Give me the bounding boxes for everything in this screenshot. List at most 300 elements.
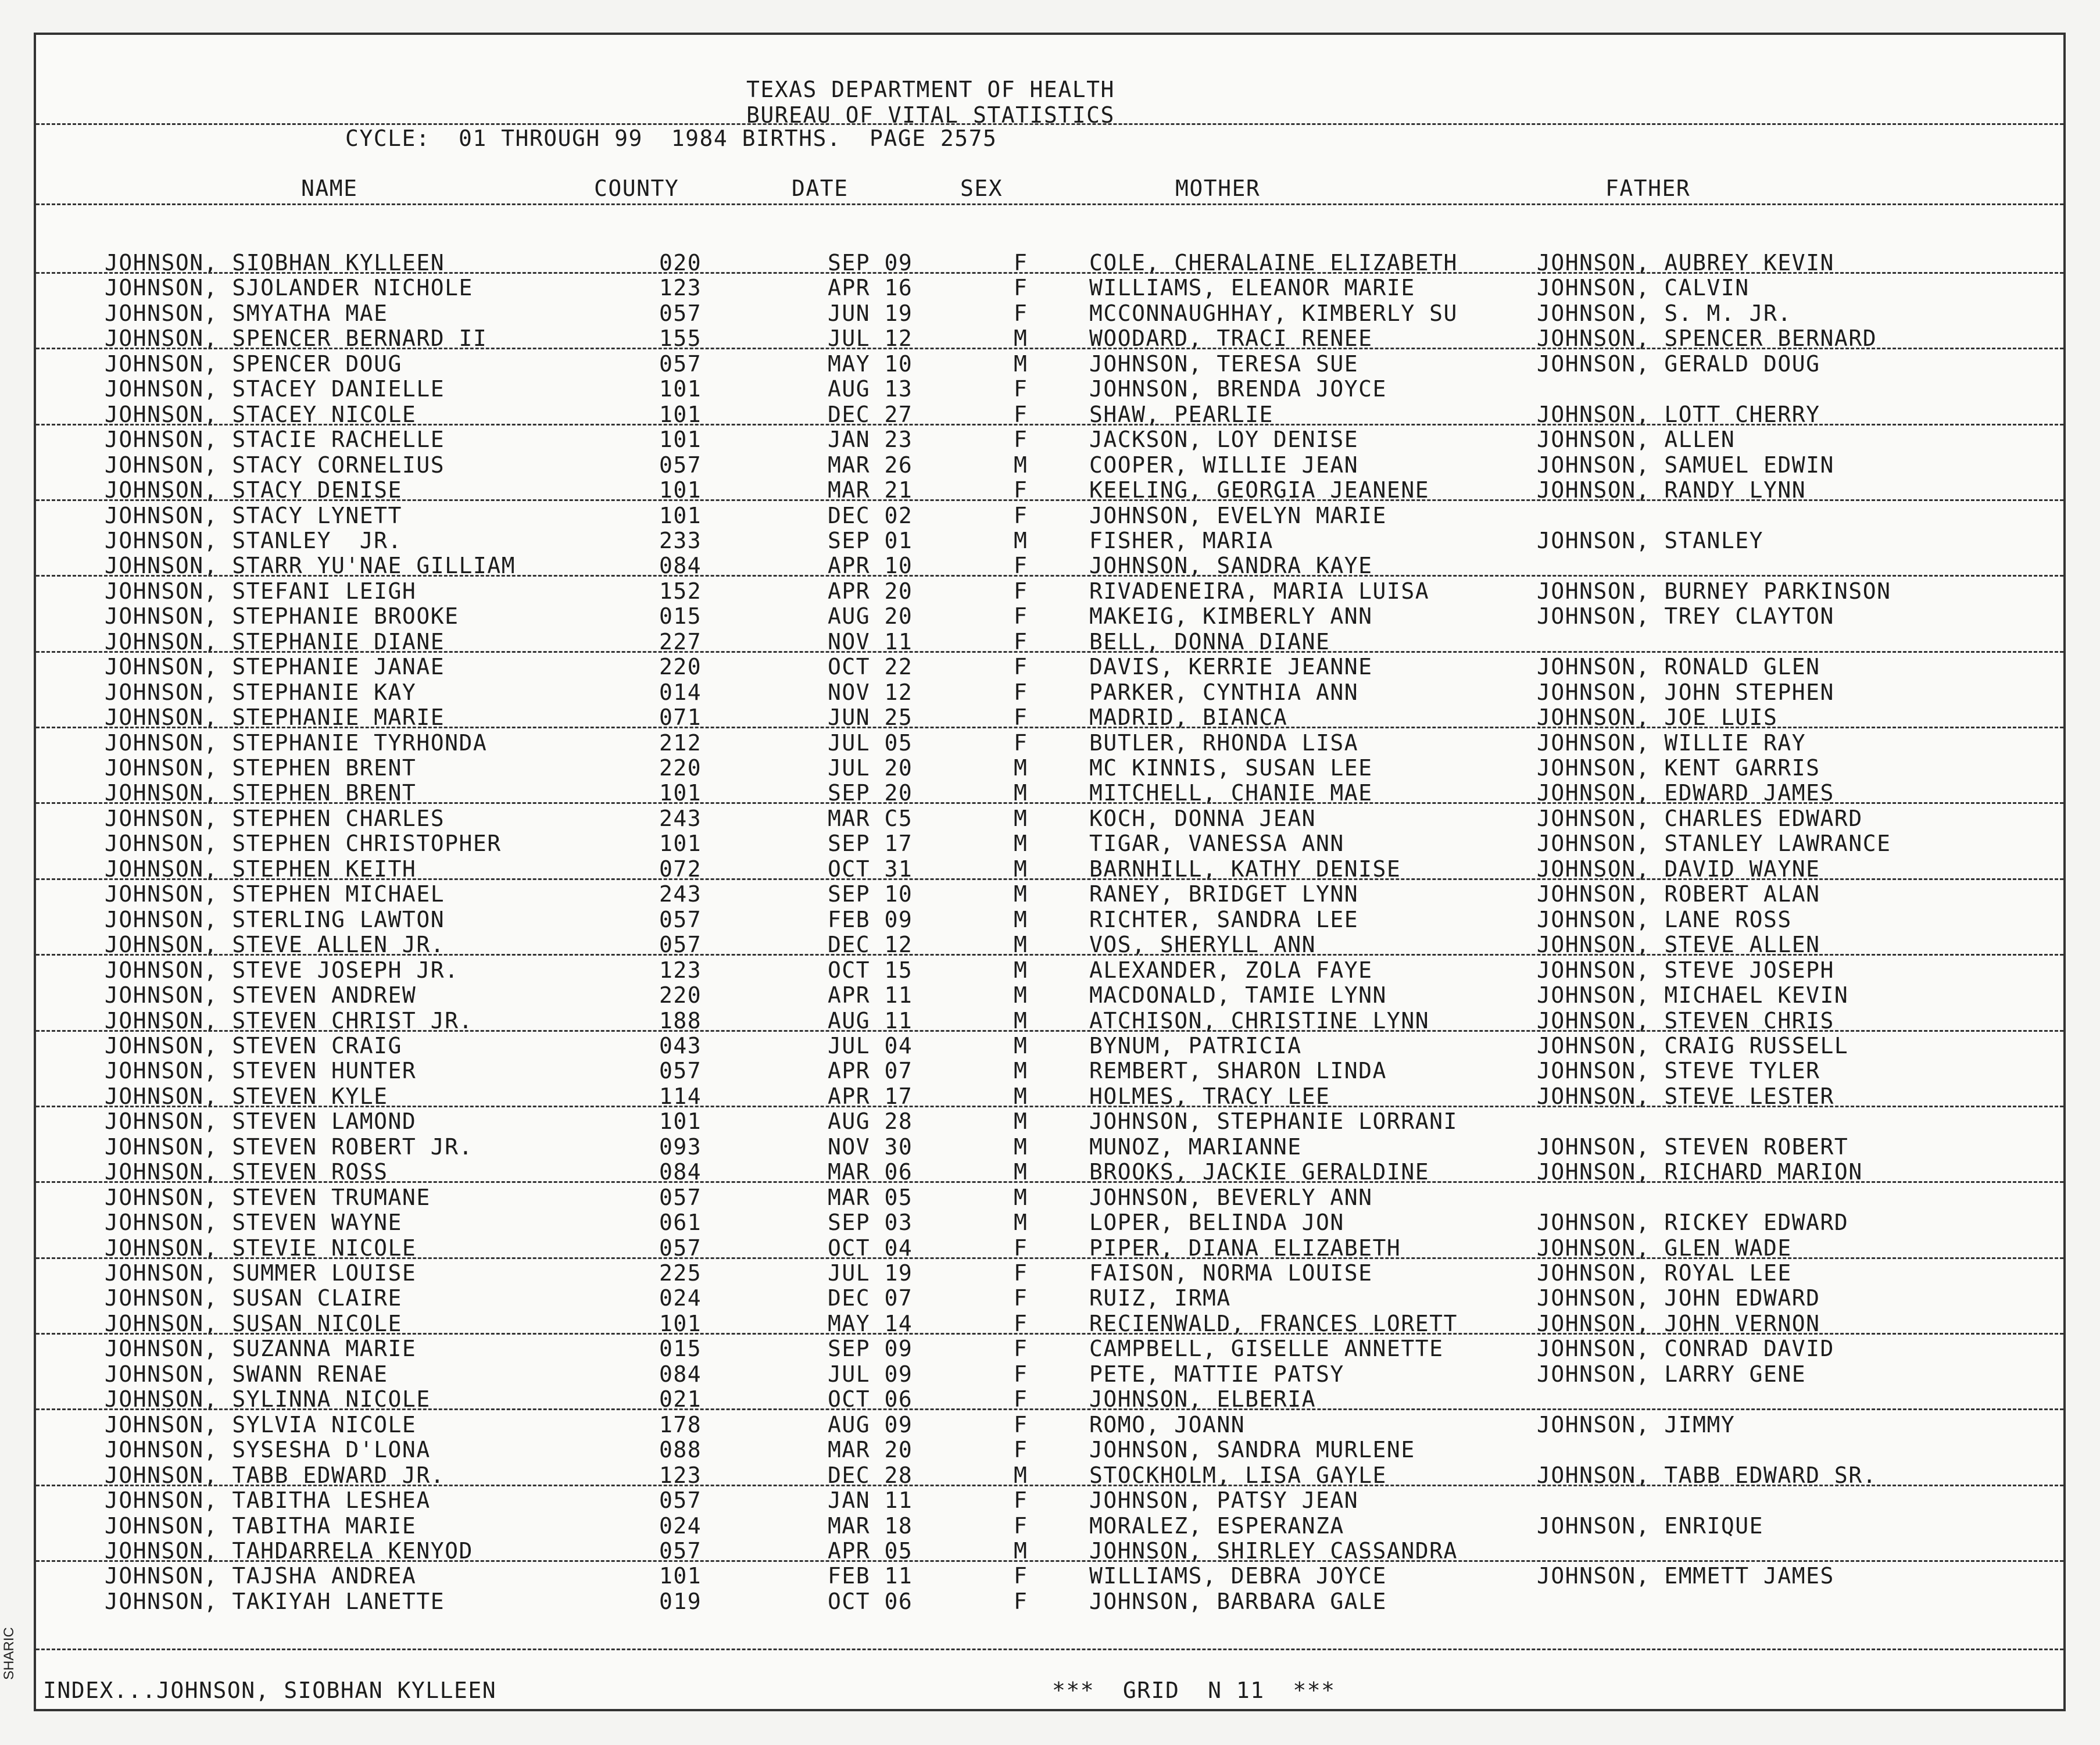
mother-cell: BARNHILL, KATHY DENISE — [1089, 856, 1401, 882]
sex-cell: F — [1014, 578, 1028, 604]
date-cell: MAR 05 — [828, 1185, 913, 1210]
county-cell: 084 — [659, 1361, 702, 1387]
mother-cell: DAVIS, KERRIE JEANNE — [1089, 654, 1373, 680]
name-cell: JOHNSON, STACY DENISE — [105, 477, 402, 503]
mother-cell: JOHNSON, BARBARA GALE — [1089, 1589, 1387, 1614]
county-cell: 057 — [659, 932, 702, 957]
mother-cell: MC KINNIS, SUSAN LEE — [1089, 755, 1373, 781]
row-divider — [36, 1333, 2063, 1335]
name-cell: JOHNSON, SYSESHA D'LONA — [105, 1437, 431, 1462]
county-cell: 114 — [659, 1084, 702, 1109]
father-cell: JOHNSON, RICHARD MARION — [1537, 1159, 1863, 1185]
county-cell: 020 — [659, 250, 702, 276]
father-cell: JOHNSON, JOHN VERNON — [1537, 1311, 1820, 1336]
mother-cell: JOHNSON, BRENDA JOYCE — [1089, 376, 1387, 402]
mother-cell: MACDONALD, TAMIE LYNN — [1089, 982, 1387, 1008]
row-divider — [36, 802, 2063, 804]
mother-cell: MUNOZ, MARIANNE — [1089, 1134, 1302, 1160]
header-line-3: CYCLE: 01 THROUGH 99 1984 BIRTHS. PAGE 2575 — [345, 126, 997, 151]
county-cell: 057 — [659, 1185, 702, 1210]
date-cell: OCT 06 — [828, 1589, 913, 1614]
mother-cell: BYNUM, PATRICIA — [1089, 1033, 1302, 1059]
name-cell: JOHNSON, STEPHEN BRENT — [105, 755, 417, 781]
county-cell: 101 — [659, 831, 702, 856]
county-cell: 072 — [659, 856, 702, 882]
mother-cell: JACKSON, LOY DENISE — [1089, 427, 1359, 452]
date-cell: MAY 10 — [828, 351, 913, 377]
mother-cell: CAMPBELL, GISELLE ANNETTE — [1089, 1336, 1444, 1361]
mother-cell: ALEXANDER, ZOLA FAYE — [1089, 957, 1373, 983]
mother-cell: MORALEZ, ESPERANZA — [1089, 1513, 1344, 1539]
sex-cell: F — [1014, 553, 1028, 578]
sex-cell: F — [1014, 654, 1028, 680]
name-cell: JOHNSON, SUMMER LOUISE — [105, 1260, 417, 1286]
row-divider — [36, 1181, 2063, 1183]
date-cell: JUN 25 — [828, 705, 913, 730]
date-cell: FEB 11 — [828, 1563, 913, 1589]
date-cell: APR 17 — [828, 1084, 913, 1109]
mother-cell: SHAW, PEARLIE — [1089, 402, 1273, 427]
sex-cell: F — [1014, 603, 1028, 629]
father-cell: JOHNSON, LARRY GENE — [1537, 1361, 1806, 1387]
name-cell: JOHNSON, STEPHEN BRENT — [105, 780, 417, 806]
father-cell: JOHNSON, S. M. JR. — [1537, 301, 1792, 326]
father-cell: JOHNSON, CALVIN — [1537, 275, 1750, 301]
name-cell: JOHNSON, STACY CORNELIUS — [105, 452, 445, 478]
sex-cell: M — [1014, 780, 1028, 806]
county-cell: 057 — [659, 1058, 702, 1084]
row-divider — [36, 1030, 2063, 1032]
county-cell: 021 — [659, 1386, 702, 1412]
date-cell: MAR 18 — [828, 1513, 913, 1539]
sex-cell: M — [1014, 1134, 1028, 1160]
mother-cell: RUIZ, IRMA — [1089, 1285, 1231, 1311]
name-cell: JOHNSON, SUSAN NICOLE — [105, 1311, 402, 1336]
date-cell: MAR 21 — [828, 477, 913, 503]
county-cell: 101 — [659, 1108, 702, 1134]
mother-cell: LOPER, BELINDA JON — [1089, 1210, 1344, 1235]
row-divider — [36, 1485, 2063, 1486]
sex-cell: F — [1014, 1513, 1028, 1539]
mother-cell: PARKER, CYNTHIA ANN — [1089, 680, 1359, 705]
date-cell: MAR C5 — [828, 806, 913, 831]
row-divider — [36, 272, 2063, 274]
name-cell: JOHNSON, STACEY DANIELLE — [105, 376, 445, 402]
county-cell: 101 — [659, 402, 702, 427]
sex-cell: F — [1014, 730, 1028, 756]
sex-cell: M — [1014, 351, 1028, 377]
mother-cell: ATCHISON, CHRISTINE LYNN — [1089, 1008, 1430, 1034]
date-cell: JAN 11 — [828, 1487, 913, 1513]
mother-cell: JOHNSON, SANDRA MURLENE — [1089, 1437, 1415, 1462]
mother-cell: JOHNSON, SANDRA KAYE — [1089, 553, 1373, 578]
sex-cell: F — [1014, 250, 1028, 276]
father-cell: JOHNSON, RONALD GLEN — [1537, 654, 1820, 680]
father-cell: JOHNSON, STEVE ALLEN — [1537, 932, 1820, 957]
father-cell: JOHNSON, GLEN WADE — [1537, 1235, 1792, 1261]
row-divider — [36, 1560, 2063, 1562]
sex-cell: F — [1014, 477, 1028, 503]
father-cell: JOHNSON, MICHAEL KEVIN — [1537, 982, 1849, 1008]
name-cell: JOHNSON, SYLINNA NICOLE — [105, 1386, 431, 1412]
county-cell: 071 — [659, 705, 702, 730]
county-cell: 084 — [659, 1159, 702, 1185]
date-cell: JUL 19 — [828, 1260, 913, 1286]
mother-cell: JOHNSON, ELBERIA — [1089, 1386, 1316, 1412]
row-divider — [36, 1257, 2063, 1259]
date-cell: NOV 12 — [828, 680, 913, 705]
county-cell: 057 — [659, 1487, 702, 1513]
father-cell: JOHNSON, ENRIQUE — [1537, 1513, 1764, 1539]
county-cell: 178 — [659, 1412, 702, 1438]
sex-cell: M — [1014, 1185, 1028, 1210]
name-cell: JOHNSON, STEVEN LAMOND — [105, 1108, 417, 1134]
date-cell: APR 16 — [828, 275, 913, 301]
date-cell: SEP 17 — [828, 831, 913, 856]
date-cell: NOV 11 — [828, 629, 913, 655]
county-cell: 101 — [659, 780, 702, 806]
mother-cell: ROMO, JOANN — [1089, 1412, 1246, 1438]
father-cell: JOHNSON, STEVEN CHRIS — [1537, 1008, 1834, 1034]
mother-cell: REMBERT, SHARON LINDA — [1089, 1058, 1387, 1084]
father-cell: JOHNSON, CHARLES EDWARD — [1537, 806, 1863, 831]
column-header-mother: MOTHER — [1175, 176, 1261, 201]
mother-cell: HOLMES, TRACY LEE — [1089, 1084, 1330, 1109]
name-cell: JOHNSON, STEVEN WAYNE — [105, 1210, 402, 1235]
mother-cell: JOHNSON, BEVERLY ANN — [1089, 1185, 1373, 1210]
father-cell: JOHNSON, CRAIG RUSSELL — [1537, 1033, 1849, 1059]
county-cell: 233 — [659, 528, 702, 553]
mother-cell: BELL, DONNA DIANE — [1089, 629, 1330, 655]
name-cell: JOHNSON, STERLING LAWTON — [105, 907, 445, 932]
county-cell: 101 — [659, 376, 702, 402]
name-cell: JOHNSON, STACY LYNETT — [105, 503, 402, 528]
father-cell: JOHNSON, TABB EDWARD SR. — [1537, 1462, 1877, 1488]
sex-cell: F — [1014, 1311, 1028, 1336]
side-label: SHARIC — [1, 1627, 17, 1680]
sex-cell: F — [1014, 376, 1028, 402]
name-cell: JOHNSON, STEPHEN CHARLES — [105, 806, 445, 831]
page-frame — [34, 33, 2066, 1711]
date-cell: MAY 14 — [828, 1311, 913, 1336]
father-cell: JOHNSON, EMMETT JAMES — [1537, 1563, 1834, 1589]
column-header-county: COUNTY — [594, 176, 679, 201]
date-cell: APR 11 — [828, 982, 913, 1008]
date-cell: DEC 28 — [828, 1462, 913, 1488]
date-cell: JUL 09 — [828, 1361, 913, 1387]
name-cell: JOHNSON, STEPHEN KEITH — [105, 856, 417, 882]
date-cell: DEC 27 — [828, 402, 913, 427]
county-cell: 024 — [659, 1285, 702, 1311]
father-cell: JOHNSON, STEVE TYLER — [1537, 1058, 1820, 1084]
sex-cell: M — [1014, 326, 1028, 351]
county-cell: 155 — [659, 326, 702, 351]
sex-cell: F — [1014, 402, 1028, 427]
footer-grid: *** GRID N 11 *** — [1052, 1678, 1336, 1703]
father-cell: JOHNSON, STANLEY LAWRANCE — [1537, 831, 1891, 856]
father-cell: JOHNSON, RICKEY EDWARD — [1537, 1210, 1849, 1235]
sex-cell: M — [1014, 1058, 1028, 1084]
date-cell: SEP 10 — [828, 881, 913, 907]
county-cell: 043 — [659, 1033, 702, 1059]
name-cell: JOHNSON, TAKIYAH LANETTE — [105, 1589, 445, 1614]
sex-cell: M — [1014, 881, 1028, 907]
date-cell: SEP 09 — [828, 1336, 913, 1361]
sex-cell: F — [1014, 1285, 1028, 1311]
date-cell: NOV 30 — [828, 1134, 913, 1160]
column-header-date: DATE — [792, 176, 849, 201]
name-cell: JOHNSON, STEVEN CHRIST JR. — [105, 1008, 473, 1034]
sex-cell: F — [1014, 1412, 1028, 1438]
sex-cell: F — [1014, 629, 1028, 655]
county-cell: 057 — [659, 1235, 702, 1261]
date-cell: APR 07 — [828, 1058, 913, 1084]
mother-cell: WOODARD, TRACI RENEE — [1089, 326, 1373, 351]
mother-cell: WILLIAMS, DEBRA JOYCE — [1089, 1563, 1387, 1589]
column-header-sex: SEX — [960, 176, 1003, 201]
county-cell: 243 — [659, 806, 702, 831]
date-cell: AUG 20 — [828, 603, 913, 629]
name-cell: JOHNSON, SWANN RENAE — [105, 1361, 388, 1387]
date-cell: SEP 09 — [828, 250, 913, 276]
name-cell: JOHNSON, STACIE RACHELLE — [105, 427, 445, 452]
header-line-2: BUREAU OF VITAL STATISTICS — [746, 102, 1115, 128]
mother-cell: BROOKS, JACKIE GERALDINE — [1089, 1159, 1430, 1185]
sex-cell: F — [1014, 503, 1028, 528]
name-cell: JOHNSON, TABB EDWARD JR. — [105, 1462, 445, 1488]
row-divider — [36, 348, 2063, 349]
mother-cell: KOCH, DONNA JEAN — [1089, 806, 1316, 831]
name-cell: JOHNSON, SPENCER BERNARD II — [105, 326, 488, 351]
sex-cell: M — [1014, 755, 1028, 781]
mother-cell: STOCKHOLM, LISA GAYLE — [1089, 1462, 1387, 1488]
sex-cell: F — [1014, 1563, 1028, 1589]
father-cell: JOHNSON, JIMMY — [1537, 1412, 1736, 1438]
father-cell: JOHNSON, LANE ROSS — [1537, 907, 1792, 932]
sex-cell: M — [1014, 831, 1028, 856]
mother-cell: RANEY, BRIDGET LYNN — [1089, 881, 1359, 907]
county-cell: 243 — [659, 881, 702, 907]
name-cell: JOHNSON, TAJSHA ANDREA — [105, 1563, 417, 1589]
mother-cell: MAKEIG, KIMBERLY ANN — [1089, 603, 1373, 629]
county-cell: 220 — [659, 654, 702, 680]
county-cell: 220 — [659, 755, 702, 781]
father-cell: JOHNSON, GERALD DOUG — [1537, 351, 1820, 377]
name-cell: JOHNSON, STARR YU'NAE GILLIAM — [105, 553, 516, 578]
mother-cell: RICHTER, SANDRA LEE — [1089, 907, 1359, 932]
county-cell: 093 — [659, 1134, 702, 1160]
mother-cell: COLE, CHERALAINE ELIZABETH — [1089, 250, 1458, 276]
mother-cell: BUTLER, RHONDA LISA — [1089, 730, 1359, 756]
county-cell: 101 — [659, 427, 702, 452]
sex-cell: M — [1014, 1084, 1028, 1109]
sex-cell: M — [1014, 1033, 1028, 1059]
row-divider — [36, 954, 2063, 956]
mother-cell: MADRID, BIANCA — [1089, 705, 1288, 730]
sex-cell: M — [1014, 528, 1028, 553]
date-cell: OCT 15 — [828, 957, 913, 983]
sex-cell: F — [1014, 1386, 1028, 1412]
county-cell: 014 — [659, 680, 702, 705]
father-cell: JOHNSON, KENT GARRIS — [1537, 755, 1820, 781]
sex-cell: F — [1014, 1361, 1028, 1387]
date-cell: MAR 06 — [828, 1159, 913, 1185]
name-cell: JOHNSON, STEFANI LEIGH — [105, 578, 417, 604]
name-cell: JOHNSON, SJOLANDER NICHOLE — [105, 275, 473, 301]
county-cell: 084 — [659, 553, 702, 578]
mother-cell: MITCHELL, CHANIE MAE — [1089, 780, 1373, 806]
county-cell: 057 — [659, 1538, 702, 1564]
mother-cell: JOHNSON, EVELYN MARIE — [1089, 503, 1387, 528]
date-cell: SEP 01 — [828, 528, 913, 553]
county-cell: 220 — [659, 982, 702, 1008]
father-cell: JOHNSON, ROBERT ALAN — [1537, 881, 1820, 907]
name-cell: JOHNSON, SUZANNA MARIE — [105, 1336, 417, 1361]
sex-cell: M — [1014, 1210, 1028, 1235]
date-cell: DEC 07 — [828, 1285, 913, 1311]
date-cell: JUL 04 — [828, 1033, 913, 1059]
mother-cell: VOS, SHERYLL ANN — [1089, 932, 1316, 957]
date-cell: OCT 31 — [828, 856, 913, 882]
father-cell: JOHNSON, SAMUEL EDWIN — [1537, 452, 1834, 478]
sex-cell: F — [1014, 1437, 1028, 1462]
sex-cell: M — [1014, 1008, 1028, 1034]
date-cell: JUL 20 — [828, 755, 913, 781]
father-cell: JOHNSON, STEVEN ROBERT — [1537, 1134, 1849, 1160]
date-cell: APR 10 — [828, 553, 913, 578]
sex-cell: M — [1014, 907, 1028, 932]
county-cell: 061 — [659, 1210, 702, 1235]
sex-cell: F — [1014, 680, 1028, 705]
sex-cell: F — [1014, 427, 1028, 452]
father-cell: JOHNSON, EDWARD JAMES — [1537, 780, 1834, 806]
name-cell: JOHNSON, STEPHANIE BROOKE — [105, 603, 459, 629]
date-cell: AUG 11 — [828, 1008, 913, 1034]
mother-cell: WILLIAMS, ELEANOR MARIE — [1089, 275, 1415, 301]
sex-cell: M — [1014, 1108, 1028, 1134]
sex-cell: F — [1014, 1235, 1028, 1261]
mother-cell: JOHNSON, STEPHANIE LORRANI — [1089, 1108, 1458, 1134]
date-cell: APR 05 — [828, 1538, 913, 1564]
date-cell: DEC 02 — [828, 503, 913, 528]
date-cell: JUN 19 — [828, 301, 913, 326]
county-cell: 212 — [659, 730, 702, 756]
name-cell: JOHNSON, STEVEN HUNTER — [105, 1058, 417, 1084]
name-cell: JOHNSON, SPENCER DOUG — [105, 351, 402, 377]
county-cell: 015 — [659, 1336, 702, 1361]
name-cell: JOHNSON, STEVEN TRUMANE — [105, 1185, 431, 1210]
date-cell: OCT 22 — [828, 654, 913, 680]
county-cell: 088 — [659, 1437, 702, 1462]
sex-cell: F — [1014, 301, 1028, 326]
date-cell: SEP 03 — [828, 1210, 913, 1235]
mother-cell: RIVADENEIRA, MARIA LUISA — [1089, 578, 1430, 604]
sex-cell: M — [1014, 932, 1028, 957]
date-cell: JUL 05 — [828, 730, 913, 756]
name-cell: JOHNSON, STEVE ALLEN JR. — [105, 932, 445, 957]
mother-cell: TIGAR, VANESSA ANN — [1089, 831, 1344, 856]
mother-cell: FISHER, MARIA — [1089, 528, 1273, 553]
sex-cell: M — [1014, 1538, 1028, 1564]
father-cell: JOHNSON, STEVE JOSEPH — [1537, 957, 1834, 983]
sex-cell: M — [1014, 957, 1028, 983]
mother-cell: JOHNSON, TERESA SUE — [1089, 351, 1359, 377]
county-cell: 057 — [659, 907, 702, 932]
county-cell: 123 — [659, 957, 702, 983]
mother-cell: KEELING, GEORGIA JEANENE — [1089, 477, 1430, 503]
mother-cell: JOHNSON, PATSY JEAN — [1089, 1487, 1359, 1513]
father-cell: JOHNSON, SPENCER BERNARD — [1537, 326, 1877, 351]
sex-cell: M — [1014, 1462, 1028, 1488]
county-cell: 123 — [659, 275, 702, 301]
sex-cell: M — [1014, 1159, 1028, 1185]
mother-cell: RECIENWALD, FRANCES LORETT — [1089, 1311, 1458, 1336]
date-cell: AUG 09 — [828, 1412, 913, 1438]
date-cell: MAR 26 — [828, 452, 913, 478]
county-cell: 225 — [659, 1260, 702, 1286]
county-cell: 123 — [659, 1462, 702, 1488]
sex-cell: F — [1014, 1336, 1028, 1361]
row-divider — [36, 727, 2063, 728]
column-header-father: FATHER — [1605, 176, 1691, 201]
sex-cell: M — [1014, 806, 1028, 831]
sex-cell: M — [1014, 982, 1028, 1008]
father-cell: JOHNSON, DAVID WAYNE — [1537, 856, 1820, 882]
father-cell: JOHNSON, ALLEN — [1537, 427, 1736, 452]
date-cell: AUG 28 — [828, 1108, 913, 1134]
row-divider — [36, 499, 2063, 501]
row-divider — [36, 575, 2063, 577]
county-cell: 188 — [659, 1008, 702, 1034]
date-cell: OCT 04 — [828, 1235, 913, 1261]
county-cell: 057 — [659, 351, 702, 377]
father-cell: JOHNSON, WILLIE RAY — [1537, 730, 1806, 756]
name-cell: JOHNSON, SIOBHAN KYLLEEN — [105, 250, 445, 276]
row-divider — [36, 651, 2063, 653]
name-cell: JOHNSON, TABITHA LESHEA — [105, 1487, 431, 1513]
father-cell: JOHNSON, JOHN EDWARD — [1537, 1285, 1820, 1311]
mother-cell: COOPER, WILLIE JEAN — [1089, 452, 1359, 478]
name-cell: JOHNSON, STANLEY JR. — [105, 528, 402, 553]
sex-cell: F — [1014, 1589, 1028, 1614]
name-cell: JOHNSON, STEVEN ROBERT JR. — [105, 1134, 473, 1160]
county-cell: 015 — [659, 603, 702, 629]
name-cell: JOHNSON, SMYATHA MAE — [105, 301, 388, 326]
name-cell: JOHNSON, SUSAN CLAIRE — [105, 1285, 402, 1311]
name-cell: JOHNSON, STEPHANIE DIANE — [105, 629, 445, 655]
sex-cell: M — [1014, 856, 1028, 882]
father-cell: JOHNSON, AUBREY KEVIN — [1537, 250, 1834, 276]
county-cell: 101 — [659, 1311, 702, 1336]
father-cell: JOHNSON, JOHN STEPHEN — [1537, 680, 1834, 705]
mother-cell: JOHNSON, SHIRLEY CASSANDRA — [1089, 1538, 1458, 1564]
sex-cell: F — [1014, 275, 1028, 301]
county-cell: 101 — [659, 1563, 702, 1589]
father-cell: JOHNSON, LOTT CHERRY — [1537, 402, 1820, 427]
name-cell: JOHNSON, STEPHANIE JANAE — [105, 654, 445, 680]
name-cell: JOHNSON, TAHDARRELA KENYOD — [105, 1538, 473, 1564]
header-divider-1 — [36, 123, 2063, 125]
row-divider — [36, 1106, 2063, 1107]
name-cell: JOHNSON, STEVEN CRAIG — [105, 1033, 402, 1059]
footer-divider — [36, 1649, 2063, 1650]
county-cell: 019 — [659, 1589, 702, 1614]
father-cell: JOHNSON, STEVE LESTER — [1537, 1084, 1834, 1109]
father-cell: JOHNSON, TREY CLAYTON — [1537, 603, 1834, 629]
row-divider — [36, 424, 2063, 425]
father-cell: JOHNSON, CONRAD DAVID — [1537, 1336, 1834, 1361]
name-cell: JOHNSON, STEVEN ANDREW — [105, 982, 417, 1008]
